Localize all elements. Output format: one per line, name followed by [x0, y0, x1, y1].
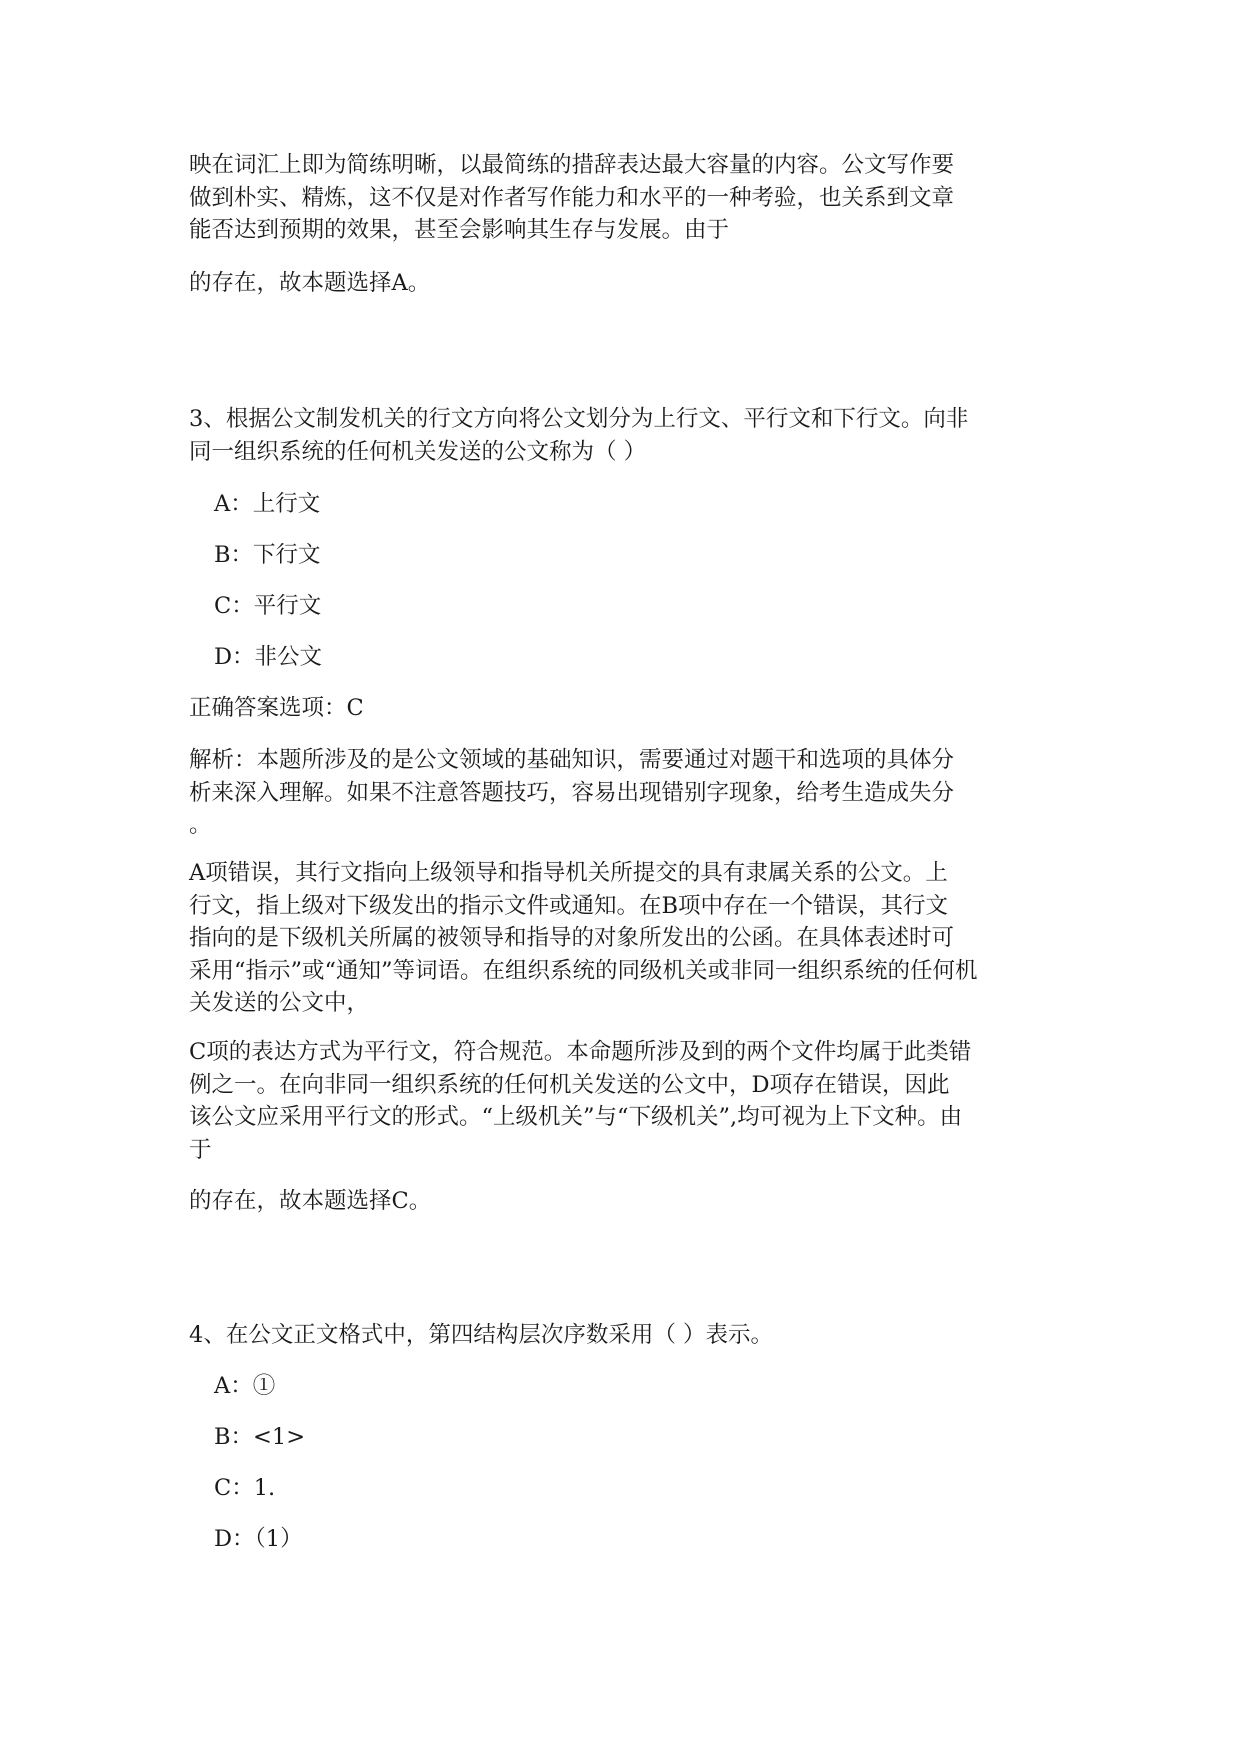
text-line: 指向的是下级机关所属的被领导和指导的对象所发出的公函。在具体表述时可: [189, 925, 955, 951]
question-4-option-b: B：<1>: [214, 1424, 306, 1450]
text-line: 该公文应采用平行文的形式。“上级机关”与“下级机关”,均可视为上下文种。由: [189, 1104, 963, 1130]
text-line: 同一组织系统的任何机关发送的公文称为（ ）: [189, 438, 647, 465]
question-4-option-d: D：（1）: [214, 1526, 303, 1552]
question-3-analysis: [189, 744, 954, 842]
question-3-option-a: A：上行文: [214, 491, 321, 517]
question-3-stem: [189, 403, 968, 468]
text-line: C项的表达方式为平行文，符合规范。本命题所涉及到的两个文件均属于此类错: [189, 1039, 972, 1065]
question-4-stem: 4、在公文正文格式中，第四结构层次序数采用（ ）表示。: [189, 1322, 773, 1348]
question-3-analysis-paragraph-2: [189, 857, 978, 1020]
question-3-option-d: D：非公文: [214, 644, 323, 670]
text-line: 采用“指示”或“通知”等词语。在组织系统的同级机关或非同一组织系统的任何机: [189, 957, 978, 984]
question-3-option-c: C：平行文: [214, 593, 322, 619]
question-4-option-a: A：①: [214, 1373, 276, 1399]
text-line: 例之一。在向非同一组织系统的任何机关发送的公文中，D项存在错误，因此: [189, 1071, 950, 1098]
text-line: 映在词汇上即为简练明晰，以最简练的措辞表达最大容量的内容。公文写作要: [189, 152, 955, 178]
text-line: A项错误，其行文指向上级领导和指导机关所提交的具有隶属关系的公文。上: [189, 860, 948, 886]
text-line: 关发送的公文中，: [189, 990, 370, 1016]
question-4-option-c: C：1.: [214, 1475, 276, 1501]
text-line: 。: [189, 812, 212, 838]
previous-answer-tail: [189, 149, 954, 247]
text-line: 行文，指上级对下级发出的指示文件或通知。在B项中存在一个错误，其行文: [189, 892, 949, 919]
text-line: 3、根据公文制发机关的行文方向将公文划分为上行文、平行文和下行文。向非: [189, 406, 969, 432]
text-line: 能否达到预期的效果，甚至会影响其生存与发展。由于: [189, 217, 730, 243]
text-line: 析来深入理解。如果不注意答题技巧，容易出现错别字现象，给考生造成失分: [189, 779, 955, 806]
previous-conclusion: 的存在，故本题选择A。: [189, 270, 431, 296]
question-3-conclusion: 的存在，故本题选择C。: [189, 1188, 432, 1214]
text-line: 解析：本题所涉及的是公文领域的基础知识，需要通过对题干和选项的具体分: [189, 747, 955, 773]
text-line: 做到朴实、精炼，这不仅是对作者写作能力和水平的一种考验，也关系到文章: [189, 184, 955, 211]
question-3-analysis-paragraph-3: [189, 1036, 971, 1166]
question-3-option-b: B：下行文: [214, 542, 321, 568]
text-line: 于: [189, 1136, 212, 1163]
question-3-answer: 正确答案选项：C: [189, 695, 364, 721]
